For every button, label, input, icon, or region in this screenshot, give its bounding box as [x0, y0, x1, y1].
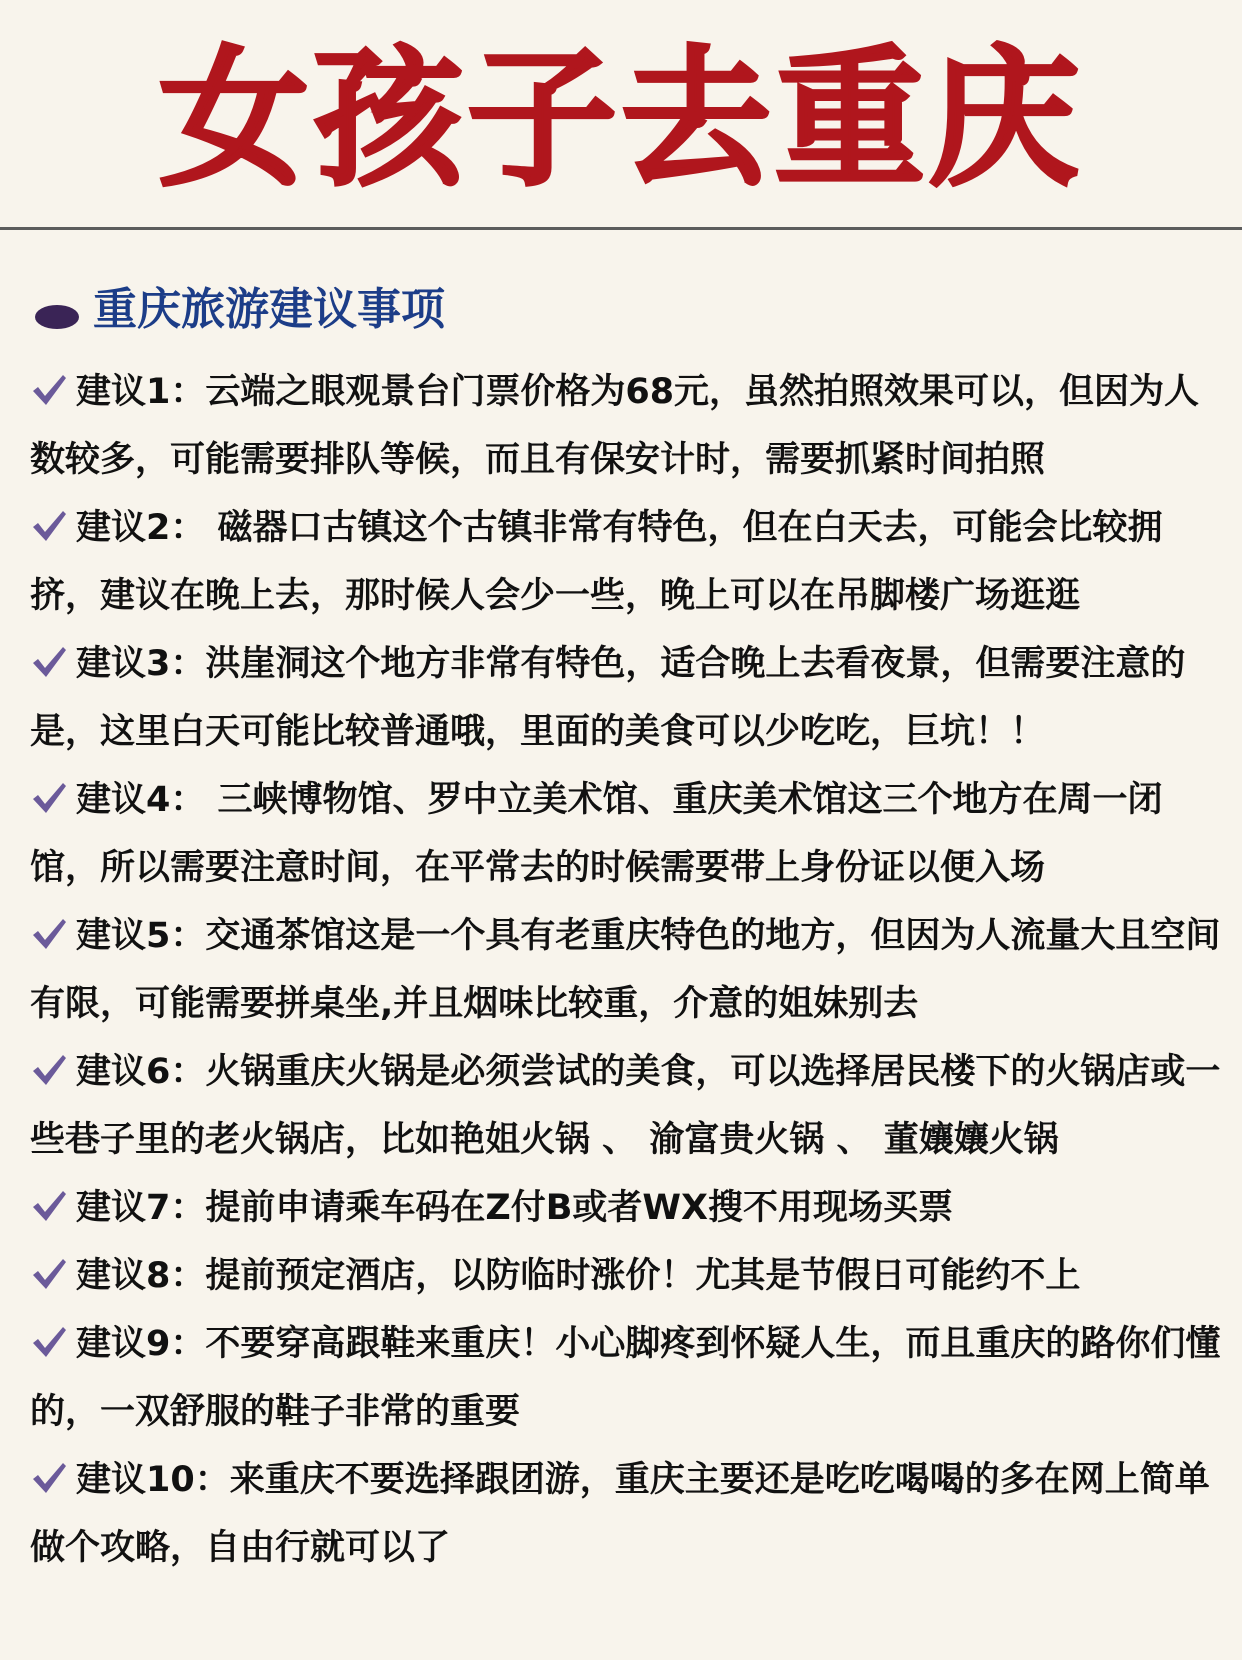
tip-item	[30, 494, 1222, 630]
check-icon	[30, 1052, 68, 1088]
check-icon	[30, 1460, 68, 1496]
check-icon	[30, 508, 68, 544]
tip-text: 建议1：云端之眼观景台门票价格为68元，虽然拍照效果可以，但因为人数较多，可能需要排队等候，而且有保安计时，需要抓紧时间拍照	[30, 372, 1200, 480]
check-icon	[30, 644, 68, 680]
header-divider	[0, 227, 1242, 230]
tip-item	[30, 1242, 1222, 1310]
tips-list	[30, 358, 1222, 1582]
tip-text: 建议9：不要穿高跟鞋来重庆！小心脚疼到怀疑人生，而且重庆的路你们懂的，一双舒服的鞋子非常的重要	[30, 1324, 1221, 1432]
check-icon	[30, 1256, 68, 1292]
check-icon	[30, 372, 68, 408]
tip-text: 建议7：提前申请乘车码在Z付B或者WX搜不用现场买票	[76, 1188, 954, 1228]
tip-text: 建议10：来重庆不要选择跟团游，重庆主要还是吃吃喝喝的多在网上简单做个攻略，自由行就可以了	[30, 1460, 1210, 1568]
tip-item	[30, 630, 1222, 766]
section-heading	[35, 280, 445, 340]
check-icon	[30, 1188, 68, 1224]
tip-item	[30, 766, 1222, 902]
tip-text: 建议8：提前预定酒店，以防临时涨价！尤其是节假日可能约不上	[76, 1256, 1081, 1296]
check-icon	[30, 916, 68, 952]
check-icon	[30, 1324, 68, 1360]
tip-text: 建议6：火锅重庆火锅是必须尝试的美食，可以选择居民楼下的火锅店或一些巷子里的老火锅店，比如艳姐火锅 、 渝富贵火锅 、 董孃孃火锅	[30, 1052, 1221, 1160]
tip-item	[30, 358, 1222, 494]
dot-bullet-icon	[35, 305, 79, 329]
tip-text: 建议4： 三峡博物馆、罗中立美术馆、重庆美术馆这三个地方在周一闭馆，所以需要注意时间，在平常去的时候需要带上身份证以便入场	[30, 780, 1163, 888]
check-icon	[30, 780, 68, 816]
tip-text: 建议2： 磁器口古镇这个古镇非常有特色，但在白天去，可能会比较拥挤，建议在晚上去，那时候人会少一些，晚上可以在吊脚楼广场逛逛	[30, 508, 1163, 616]
tip-text: 建议3：洪崖洞这个地方非常有特色，适合晚上去看夜景，但需要注意的是，这里白天可能比较普通哦，里面的美食可以少吃吃，巨坑！！	[30, 644, 1186, 752]
tip-item	[30, 1174, 1222, 1242]
tip-item	[30, 1038, 1222, 1174]
header	[0, 0, 1242, 228]
page-title: 女孩子去重庆	[158, 33, 1083, 207]
tip-item	[30, 1446, 1222, 1582]
tip-text: 建议5：交通茶馆这是一个具有老重庆特色的地方，但因为人流量大且空间有限，可能需要拼桌坐,并且烟味比较重，介意的姐妹别去	[30, 916, 1221, 1024]
section-title: 重庆旅游建议事项	[93, 284, 445, 335]
tip-item	[30, 902, 1222, 1038]
tip-item	[30, 1310, 1222, 1446]
